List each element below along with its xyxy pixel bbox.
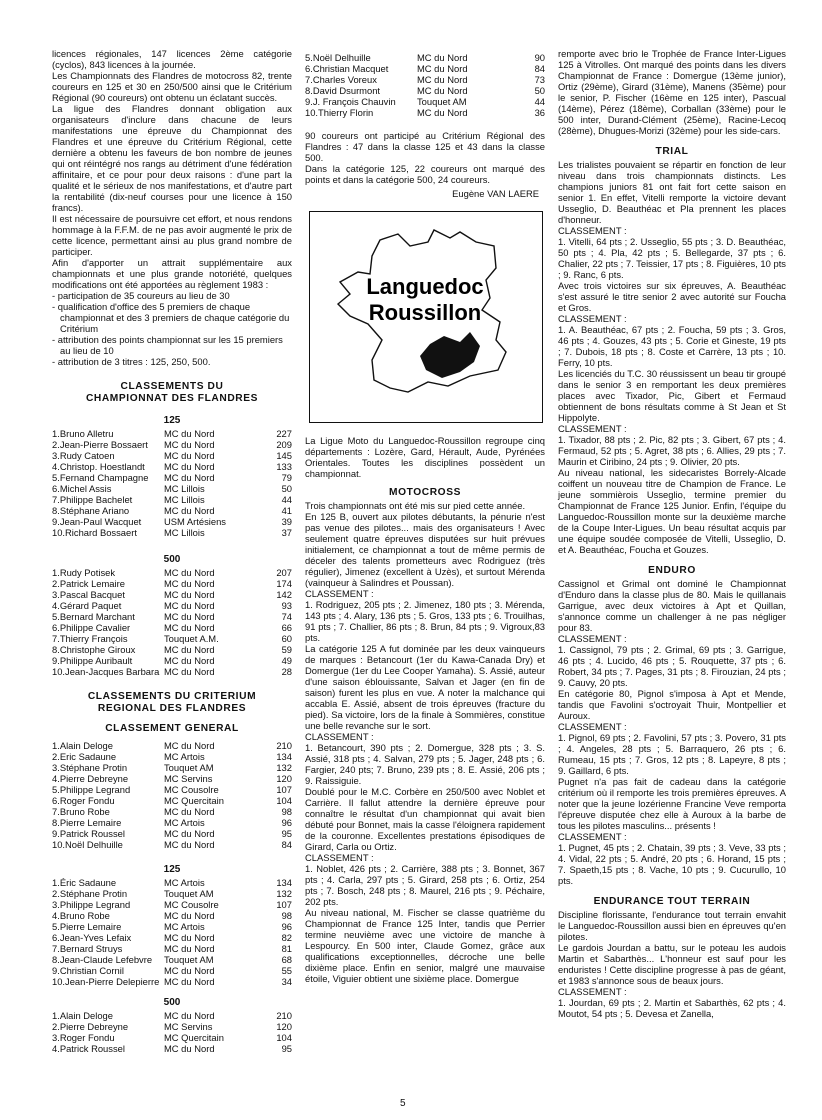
- rider-name: 5.Bernard Marchant: [52, 611, 135, 622]
- paragraph: CLASSEMENT :: [558, 225, 627, 236]
- list-item: - participation de 35 coureurs au lieu de 30: [52, 290, 230, 301]
- points: 36: [534, 107, 545, 118]
- rider-name: 7.Bernard Struys: [52, 943, 123, 954]
- page-number: 5: [400, 1098, 406, 1109]
- paragraph: CLASSEMENT :: [558, 831, 627, 842]
- paragraph: 1. Pugnet, 45 pts ; 2. Chatain, 39 pts ; 3. Veve, 33 pts ; 4. Vidal, 22 pts ; 5. André, 20 pts ; 6. Horand, 15 pts ; 7. Spaeth,15 pts ; 8. Vache, 10 pts ; 9. Cucurullo, 10 pts.: [558, 842, 786, 886]
- list-item: - attribution de 3 titres : 125, 250, 500.: [52, 356, 211, 367]
- table-row: [52, 644, 292, 655]
- club-name: MC du Nord: [164, 806, 215, 817]
- paragraph: 1. Vitelli, 64 pts ; 2. Usseglio, 55 pts ; 3. D. Beauthéac, 50 pts ; 4. Pla, 42 pts ; 5. Bellegarde, 37 pts ; 6. Chalier, 22 pts ; 7. Teissier, 17 pts ; 8. Figuières, 10 pts ; 9. Ranc, 6 pts.: [558, 236, 786, 280]
- paragraph: La ligue des Flandres donnant obligation aux organisateurs d'inclure dans chacune de leurs manifestations une épreuve du Championnat des Flandres et une épreuve du Critérium Régional, cette dernière a obtenu les faveurs de bon nombre de jeunes qui ont réintégré nos rangs au détriment d'une fédération affinitaire, et ce pour pour deux raisons : d'une part la qualité et le sérieux de nos manifestations, et d'autre part la rentabilité (dix-neuf courses pour une licence à 150 francs).: [52, 103, 292, 213]
- club-name: MC du Nord: [164, 428, 215, 439]
- rider-name: 10.Thierry Florin: [305, 107, 374, 118]
- table-row: [52, 611, 292, 622]
- club-name: MC Artois: [164, 817, 205, 828]
- table-row: [305, 74, 545, 85]
- points: 81: [281, 943, 292, 954]
- points: 96: [281, 817, 292, 828]
- paragraph: 1. Jourdan, 69 pts ; 2. Martin et Sabarthès, 62 pts ; 4. Moutot, 54 pts ; 5. Devesa et Zanella,: [558, 997, 786, 1019]
- club-name: MC du Nord: [164, 644, 215, 655]
- table-row: [52, 1021, 292, 1032]
- motocross-text: [305, 500, 545, 984]
- rider-name: 10.Noël Delhuille: [52, 839, 123, 850]
- points: 90: [534, 52, 545, 63]
- sub-heading: 125: [163, 864, 181, 875]
- club-name: MC du Nord: [164, 839, 215, 850]
- table-row: [52, 784, 292, 795]
- club-name: MC du Nord: [164, 578, 215, 589]
- ranking-table: [52, 428, 292, 538]
- points: 74: [281, 611, 292, 622]
- rider-name: 9.Philippe Auribault: [52, 655, 133, 666]
- points: 210: [276, 1010, 292, 1021]
- heading-line: REGIONAL DES FLANDRES: [97, 703, 247, 714]
- author-signature: Eugène VAN LAERE: [452, 188, 539, 199]
- section-heading: ENDURANCE TOUT TERRAIN: [593, 896, 751, 907]
- club-name: MC Lillois: [164, 483, 205, 494]
- club-name: MC Lillois: [164, 494, 205, 505]
- points: 120: [276, 1021, 292, 1032]
- paragraph: 1. Betancourt, 390 pts ; 2. Domergue, 328 pts ; 3. S. Assié, 318 pts ; 4. Salvan, 279 pts ; 5. Jager, 248 pts ; 6. Fargier, 240 pts; 7. Bruno, 239 pts ; 8. E. Assié, 206 pts ; 9. Raissiguie.: [305, 742, 545, 786]
- club-name: MC du Nord: [417, 63, 468, 74]
- points: 145: [276, 450, 292, 461]
- club-name: MC Quercitain: [164, 795, 224, 806]
- table-row: [52, 666, 292, 677]
- paragraph: Afin d'apporter un attrait supplémentaire aux championnats et une plus grande notoriété, quelques modifications ont été apportées au règlement 1983 :: [52, 257, 292, 290]
- club-name: MC du Nord: [164, 666, 215, 677]
- club-name: MC du Nord: [417, 52, 468, 63]
- sub-heading: 125: [163, 415, 181, 426]
- club-name: MC Artois: [164, 751, 205, 762]
- points: 96: [281, 921, 292, 932]
- table-row: [52, 828, 292, 839]
- points: 50: [534, 85, 545, 96]
- club-name: MC du Nord: [164, 976, 215, 987]
- points: 66: [281, 622, 292, 633]
- rider-name: 2.Pierre Debreyne: [52, 1021, 129, 1032]
- points: 84: [534, 63, 545, 74]
- points: 107: [276, 899, 292, 910]
- paragraph: 1. A. Beauthéac, 67 pts ; 2. Foucha, 59 pts ; 3. Gros, 46 pts ; 4. Gouzes, 43 pts ; 5. Corie et Gineste, 19 pts ; 7. Dubois, 18 pts ; 8. Coste et Carrère, 13 pts ; 10. Ferry, 10 pts.: [558, 324, 786, 368]
- table-row: [305, 63, 545, 74]
- rider-name: 7.Thierry François: [52, 633, 128, 644]
- rider-name: 1.Éric Sadaune: [52, 877, 117, 888]
- rider-name: 2.Stéphane Protin: [52, 888, 128, 899]
- rider-name: 1.Bruno Alletru: [52, 428, 114, 439]
- paragraph: CLASSEMENT :: [558, 986, 627, 997]
- club-name: MC du Nord: [164, 943, 215, 954]
- points: 134: [276, 877, 292, 888]
- club-name: MC du Nord: [164, 611, 215, 622]
- club-name: MC du Nord: [164, 567, 215, 578]
- points: 134: [276, 751, 292, 762]
- rider-name: 5.Fernand Champagne: [52, 472, 149, 483]
- rider-name: 3.Philippe Legrand: [52, 899, 131, 910]
- section-heading: ENDURO: [648, 565, 696, 576]
- ranking-table: [52, 740, 292, 850]
- section-heading: CLASSEMENT GENERAL: [105, 723, 239, 734]
- rider-name: 6.Jean-Yves Lefaix: [52, 932, 132, 943]
- rider-name: 2.Patrick Lemaire: [52, 578, 125, 589]
- paragraph: CLASSEMENT :: [305, 731, 374, 742]
- table-row: [52, 516, 292, 527]
- trial-text: [558, 159, 786, 555]
- club-name: MC du Nord: [164, 450, 215, 461]
- paragraph: 1. Cassignol, 79 pts ; 2. Grimal, 69 pts ; 3. Garrigue, 46 pts ; 4. Lucido, 46 pts ; 5. Rouquette, 37 pts ; 6. Robert, 34 pts ; 7. Pages, 31 pts ; 8. Firouzian, 24 pts ; 9. Cauvy, 20 pts.: [558, 644, 786, 688]
- column-1: [52, 48, 292, 1054]
- club-name: MC du Nord: [164, 655, 215, 666]
- paragraph: Cassignol et Grimal ont dominé le Championnat d'Enduro dans la classe plus de 80. Mais le quillanais Garrigue, avec deux victoires à Apt et Quillan, s'annonce comme un challenger à ne pas négliger pour 83.: [558, 578, 786, 633]
- table-row: [52, 762, 292, 773]
- club-name: Touquet AM: [164, 762, 214, 773]
- table-row: [52, 921, 292, 932]
- table-row: [52, 1010, 292, 1021]
- section-heading: [52, 691, 292, 715]
- rider-name: 8.Pierre Lemaire: [52, 817, 122, 828]
- points: 107: [276, 784, 292, 795]
- table-row: [52, 888, 292, 899]
- rider-name: 4.Bruno Robe: [52, 910, 110, 921]
- table-row: [52, 439, 292, 450]
- paragraph: CLASSEMENT :: [558, 721, 627, 732]
- rider-name: 1.Rudy Potisek: [52, 567, 116, 578]
- rider-name: 10.Richard Bossaert: [52, 527, 137, 538]
- club-name: USM Artésiens: [164, 516, 226, 527]
- column-2: [305, 52, 545, 984]
- section-heading: TRIAL: [655, 146, 689, 157]
- ranking-table: [52, 567, 292, 677]
- table-row: [52, 600, 292, 611]
- table-row: [52, 505, 292, 516]
- club-name: MC du Nord: [164, 1010, 215, 1021]
- rider-name: 8.David Dsurmont: [305, 85, 381, 96]
- table-row: [305, 96, 545, 107]
- table-row: [52, 633, 292, 644]
- rider-name: 1.Alain Deloge: [52, 1010, 113, 1021]
- rider-name: 3.Stéphane Protin: [52, 762, 128, 773]
- club-name: MC du Nord: [164, 600, 215, 611]
- rider-name: 5.Philippe Legrand: [52, 784, 131, 795]
- table-row: [52, 450, 292, 461]
- club-name: Touquet AM: [164, 954, 214, 965]
- paragraph: Pugnet n'a pas fait de cadeau dans la catégorie critérium où il remporte les trois premières épreuves. A noter que la jeune lozérienne Francine Veve remporta l'épreuve disputée chez elle à Auroux à la barbe de tous les pilotes masculins... présents !: [558, 776, 786, 831]
- list-item: - attribution des points championnat sur les 15 premiers au lieu de 10: [52, 334, 283, 356]
- map-title-line: Languedoc: [366, 274, 484, 299]
- rider-name: 5.Pierre Lemaire: [52, 921, 122, 932]
- map-title: [330, 274, 520, 326]
- club-name: MC du Nord: [164, 965, 215, 976]
- paragraph: Discipline florissante, l'endurance tout terrain envahit le Languedoc-Roussillon aussi bien en épreuves qu'en pilotes.: [558, 909, 786, 942]
- club-name: MC du Nord: [164, 932, 215, 943]
- club-name: MC du Nord: [417, 107, 468, 118]
- club-name: MC Cousolre: [164, 899, 219, 910]
- table-row: [52, 839, 292, 850]
- club-name: MC du Nord: [164, 828, 215, 839]
- points: 44: [534, 96, 545, 107]
- paragraph: CLASSEMENT :: [305, 588, 374, 599]
- paragraph: CLASSEMENT :: [558, 313, 627, 324]
- table-row: [52, 1032, 292, 1043]
- table-row: [52, 976, 292, 987]
- paragraph: remporte avec brio le Trophée de France Inter-Ligues 125 à Vitrolles. Ont marqué des points dans les divers Championnat de France : Domergue (13ème junior), Ortiz (29ème), Girard (31ème), Manens (35ème) pour le senior, P. Fischer (16ème en 125 inter), Pascual (14ème), Pérez (18ème), Corballan (33ème) pour le 500 inter, Durand-Clément (25ème), Racine-Lecoq (28ème), Dhugues-Morizi (32ème) pour les side-cars.: [558, 48, 786, 136]
- table-row: [52, 943, 292, 954]
- table-row: [52, 740, 292, 751]
- section-heading: MOTOCROSS: [388, 487, 461, 498]
- points: 209: [276, 439, 292, 450]
- points: 68: [281, 954, 292, 965]
- club-name: MC du Nord: [164, 910, 215, 921]
- table-row: [52, 932, 292, 943]
- points: 41: [281, 505, 292, 516]
- rider-name: 7.Bruno Robe: [52, 806, 110, 817]
- rider-name: 6.Philippe Cavalier: [52, 622, 131, 633]
- club-name: MC du Nord: [417, 74, 468, 85]
- endurance-text: [558, 909, 786, 1019]
- table-row: [52, 899, 292, 910]
- table-row: [52, 494, 292, 505]
- points: 49: [281, 655, 292, 666]
- points: 44: [281, 494, 292, 505]
- paragraph: En 125 B, ouvert aux pilotes débutants, la pénurie n'est pas venue des pilotes... mais des organisateurs ! Avec seulement quatre épreuves disputées sur huit prévues initialement, ce championnat a tout de même permis de déceler des talents prometteurs avec Rodriguez (très régulier), Jimenez (excellent à Uzès), et surtout Mérenda (vainqueur à Salindres et Poussan).: [305, 511, 545, 588]
- rider-name: 6.Michel Assis: [52, 483, 112, 494]
- rider-name: 7.Charles Voreux: [305, 74, 377, 85]
- points: 132: [276, 762, 292, 773]
- club-name: MC du Nord: [164, 589, 215, 600]
- club-name: MC Servins: [164, 773, 213, 784]
- points: 98: [281, 910, 292, 921]
- table-row: [52, 578, 292, 589]
- enduro-text: [558, 578, 786, 886]
- points: 28: [281, 666, 292, 677]
- club-name: MC du Nord: [164, 472, 215, 483]
- paragraph: 1. Tixador, 88 pts ; 2. Pic, 82 pts ; 3. Gibert, 67 pts ; 4. Fermaud, 52 pts ; 5. Agret, 38 pts ; 6. Allies, 29 pts ; 7. Maurin et Ciribino, 24 pts ; 9. Olivier, 20 pts.: [558, 434, 786, 467]
- paragraph: La catégorie 125 A fut dominée par les deux vainqueurs de marques : Betancourt (1er du Kawa-Canada Dry) et Domergue (1er du Lee Cooper Yamaha). S. Assié, auteur d'une saison éblouissante, Salvan et Jager (en fin de saison) furent les plus en vue. A noter la malchance qui accabla E. Assié, absent de trois épreuves (fracture du pied). Sa victoire, lors de la finale à Sommières, constitue une belle revanche sur le sort.: [305, 643, 545, 731]
- points: 34: [281, 976, 292, 987]
- paragraph: Le gardois Jourdan a battu, sur le poteau les audois Martin et Sabarthès... L'honneur est sauf pour les enduristes ! Cette discipline progresse à pas de géant, et 1983 s'annonce sous de beaux jours.: [558, 942, 786, 986]
- club-name: MC du Nord: [164, 622, 215, 633]
- rider-name: 4.Gérard Paquet: [52, 600, 122, 611]
- paragraph: Trois championnats ont été mis sur pied cette année.: [305, 500, 526, 511]
- list-item: - qualification d'office des 5 premiers de chaque championnat et des 3 premiers de chaque catégorie du Critérium: [52, 301, 290, 334]
- rider-name: 8.Stéphane Ariano: [52, 505, 130, 516]
- points: 207: [276, 567, 292, 578]
- rider-name: 2.Eric Sadaune: [52, 751, 117, 762]
- club-name: MC Cousolre: [164, 784, 219, 795]
- rider-name: 3.Rudy Catoen: [52, 450, 115, 461]
- map-illustration: [309, 211, 543, 423]
- points: 95: [281, 1043, 292, 1054]
- table-row: [52, 589, 292, 600]
- paragraph: 90 coureurs ont participé au Critérium Régional des Flandres : 47 dans la classe 125 et 43 dans la classe 500.: [305, 130, 545, 163]
- paragraph: Au niveau national, M. Fischer se classe quatrième du Championnat de France 125 Inter, tandis que Perrier termine neuvième avec une victoire de manche à Lespourcy. En 500 inter, Claude Gomez, grâce aux qualifications exceptionnelles, décroche une belle dixième place. Enfin en senior, malgré une mauvaise étoile, Viguier obtient une sixième place. Domergue: [305, 907, 545, 984]
- table-row: [305, 52, 545, 63]
- table-row: [52, 817, 292, 828]
- club-name: Touquet AM: [417, 96, 467, 107]
- points: 73: [534, 74, 545, 85]
- points: 132: [276, 888, 292, 899]
- table-row: [52, 472, 292, 483]
- club-name: MC Quercitain: [164, 1032, 224, 1043]
- rider-name: 4.Christop. Hoestlandt: [52, 461, 145, 472]
- points: 55: [281, 965, 292, 976]
- points: 37: [281, 527, 292, 538]
- points: 50: [281, 483, 292, 494]
- points: 104: [276, 795, 292, 806]
- paragraph: Il est nécessaire de poursuivre cet effort, et nous rendons hommage à la F.F.M. de ne pas avoir augmenté le prix de cette licence, permettant ainsi au plus grand nombre de participer.: [52, 213, 292, 257]
- club-name: MC Artois: [164, 877, 205, 888]
- rider-name: 9.Christian Cornil: [52, 965, 124, 976]
- paragraph: CLASSEMENT :: [558, 633, 627, 644]
- rider-name: 9.Patrick Roussel: [52, 828, 125, 839]
- table-row: [52, 806, 292, 817]
- table-row: [52, 527, 292, 538]
- rider-name: 10.Jean-Pierre Delepierre: [52, 976, 160, 987]
- heading-line: CLASSEMENTS DU: [120, 381, 224, 392]
- paragraph: En catégorie 80, Pignol s'imposa à Apt et Mende, tandis que Favolini s'octroyait Thuir, Montpellier et Auroux.: [558, 688, 786, 721]
- table-row: [52, 773, 292, 784]
- rider-name: 1.Alain Deloge: [52, 740, 113, 751]
- points: 84: [281, 839, 292, 850]
- paragraph: Dans la catégorie 125, 22 coureurs ont marqué des points et dans la catégorie 500, 24 coureurs.: [305, 163, 545, 185]
- paragraph: Doublé pour le M.C. Corbère en 250/500 avec Noblet et Carrière. Il fallut attendre la dernière épreuve pour connaître le résultat d'un championnat qui avait bien débuté pour Bonnet, mais la casse l'éloignera rapidement de la couronne. Excellentes prestations épisodiques de Girard, Carla ou Ortiz.: [305, 786, 545, 852]
- paragraph: Avec trois victoires sur six épreuves, A. Beauthéac s'est assuré le titre senior 2 avec autorité sur Foucha et Gros.: [558, 280, 786, 313]
- region-shape: [420, 332, 480, 378]
- paragraph: 1. Pignol, 69 pts ; 2. Favolini, 57 pts ; 3. Povero, 31 pts ; 4. Angeles, 28 pts ; 5. Barraquero, 26 pts ; 6. Rumeau, 15 pts ; 7. Gros, 12 pts ; 8. Lapeyre, 8 pts ; 9. Gaillard, 6 pts.: [558, 732, 786, 776]
- rider-name: 8.Jean-Claude Lefebvre: [52, 954, 153, 965]
- sub-heading: 500: [163, 554, 181, 565]
- paragraph: CLASSEMENT :: [305, 852, 374, 863]
- rider-name: 3.Pascal Bacquet: [52, 589, 125, 600]
- rider-name: 4.Pierre Debreyne: [52, 773, 129, 784]
- club-name: MC du Nord: [164, 505, 215, 516]
- club-name: MC du Nord: [164, 439, 215, 450]
- club-name: MC du Nord: [164, 461, 215, 472]
- table-row: [52, 910, 292, 921]
- points: 93: [281, 600, 292, 611]
- map-title-line: Roussillon: [368, 300, 482, 325]
- table-row: [52, 965, 292, 976]
- club-name: MC du Nord: [164, 740, 215, 751]
- paragraph: licences régionales, 147 licences 2ème catégorie (cyclos), 843 licences à la journée.: [52, 48, 292, 70]
- points: 104: [276, 1032, 292, 1043]
- points: 39: [281, 516, 292, 527]
- rider-name: 8.Christophe Giroux: [52, 644, 136, 655]
- points: 174: [276, 578, 292, 589]
- rule-list: [52, 290, 292, 367]
- column-3: [558, 48, 786, 1019]
- paragraph: Les licenciés du T.C. 30 réussissent un beau tir groupé dans le senior 3 en remportant les deux premières places avec Tixador, Pic, Gibert et Fermaud obtiennent de bons résultats comme à St Jean et St Hippolyte.: [558, 368, 786, 423]
- points: 120: [276, 773, 292, 784]
- map-caption: La Ligue Moto du Languedoc-Roussillon regroupe cinq départements : Lozère, Gard, Hérault, Aude, Pyrénées Orientales. Toutes les disciplines possèdent un championnat.: [305, 435, 545, 479]
- rider-name: 6.Roger Fondu: [52, 795, 115, 806]
- table-row: [52, 1043, 292, 1054]
- table-row: [52, 461, 292, 472]
- rider-name: 5.Noël Delhuille: [305, 52, 371, 63]
- points: 79: [281, 472, 292, 483]
- table-row: [305, 85, 545, 96]
- club-name: MC du Nord: [417, 85, 468, 96]
- table-row: [52, 567, 292, 578]
- points: 59: [281, 644, 292, 655]
- points: 98: [281, 806, 292, 817]
- rider-name: 9.J. François Chauvin: [305, 96, 396, 107]
- sub-heading: 500: [163, 997, 181, 1008]
- club-name: MC Servins: [164, 1021, 213, 1032]
- heading-line: CHAMPIONNAT DES FLANDRES: [85, 393, 259, 404]
- paragraph: 1. Noblet, 426 pts ; 2. Carrière, 388 pts ; 3. Bonnet, 367 pts ; 4. Carla, 297 pts ; 5. Girard, 258 pts ; 6. Ortiz, 254 pts ; 7. Bosch, 248 pts ; 8. Maurel, 216 pts ; 9. Péchaire, 202 pts.: [305, 863, 545, 907]
- table-row: [52, 655, 292, 666]
- points: 95: [281, 828, 292, 839]
- table-row: [52, 877, 292, 888]
- table-row: [52, 483, 292, 494]
- table-row: [52, 795, 292, 806]
- points: 133: [276, 461, 292, 472]
- paragraph: Au niveau national, les sidecaristes Borrely-Alcade coiffent un nouveau titre de Champion de France. Le jeune sommièrois Usseglio, termine premier du Championnat de France 125 Junior. Enfin, l'équipe du Languedoc-Roussillon monte sur la deuxième marche de la Coupe Inter-Ligues. Un beau résultat acquis par une équipe soudée composée de Vitelli, Usseglio, D. et A. Beauthéac, Foucha et Gouzes.: [558, 467, 786, 555]
- table-row: [52, 428, 292, 439]
- points: 142: [276, 589, 292, 600]
- paragraph: Les Championnats des Flandres de motocross 82, trente coureurs en 125 et 30 en 250/500 ainsi que le Critérium Régional (90 coureurs) ont obtenu un éclatant succès.: [52, 70, 292, 103]
- section-heading: [52, 381, 292, 405]
- points: 227: [276, 428, 292, 439]
- rider-name: 10.Jean-Jacques Barbara: [52, 666, 160, 677]
- rider-name: 3.Roger Fondu: [52, 1032, 115, 1043]
- rider-name: 7.Philippe Bachelet: [52, 494, 133, 505]
- club-name: MC du Nord: [164, 1043, 215, 1054]
- ranking-table: [52, 1010, 292, 1054]
- club-name: Touquet A.M.: [164, 633, 219, 644]
- points: 60: [281, 633, 292, 644]
- rider-name: 4.Patrick Roussel: [52, 1043, 125, 1054]
- club-name: MC Artois: [164, 921, 205, 932]
- points: 82: [281, 932, 292, 943]
- table-row: [305, 107, 545, 118]
- ranking-table: [305, 52, 545, 118]
- club-name: Touquet AM: [164, 888, 214, 899]
- rider-name: 2.Jean-Pierre Bossaert: [52, 439, 148, 450]
- table-row: [52, 954, 292, 965]
- table-row: [52, 622, 292, 633]
- rider-name: 6.Christian Macquet: [305, 63, 389, 74]
- rider-name: 9.Jean-Paul Wacquet: [52, 516, 142, 527]
- points: 210: [276, 740, 292, 751]
- paragraph: Les trialistes pouvaient se répartir en fonction de leur niveau dans trois championnats distincts. Les champions juniors 81 ont fait fort cette saison en senior 1. En effet, Vitelli remporte la victoire devant Usseglio, D. Beauthéac et Pla prennent les places d'honneur.: [558, 159, 786, 225]
- ranking-table: [52, 877, 292, 987]
- heading-line: CLASSEMENTS DU CRITERIUM: [87, 691, 257, 702]
- table-row: [52, 751, 292, 762]
- club-name: MC Lillois: [164, 527, 205, 538]
- paragraph: 1. Rodriguez, 205 pts ; 2. Jimenez, 180 pts ; 3. Mérenda, 143 pts ; 4. Alary, 136 pts ; 5. Gros, 133 pts ; 6. Trouilhas, 91 pts ; 7. Challier, 86 pts ; 8. Brun, 84 pts ; 9. Vigroux,83 pts.: [305, 599, 545, 643]
- paragraph: CLASSEMENT :: [558, 423, 627, 434]
